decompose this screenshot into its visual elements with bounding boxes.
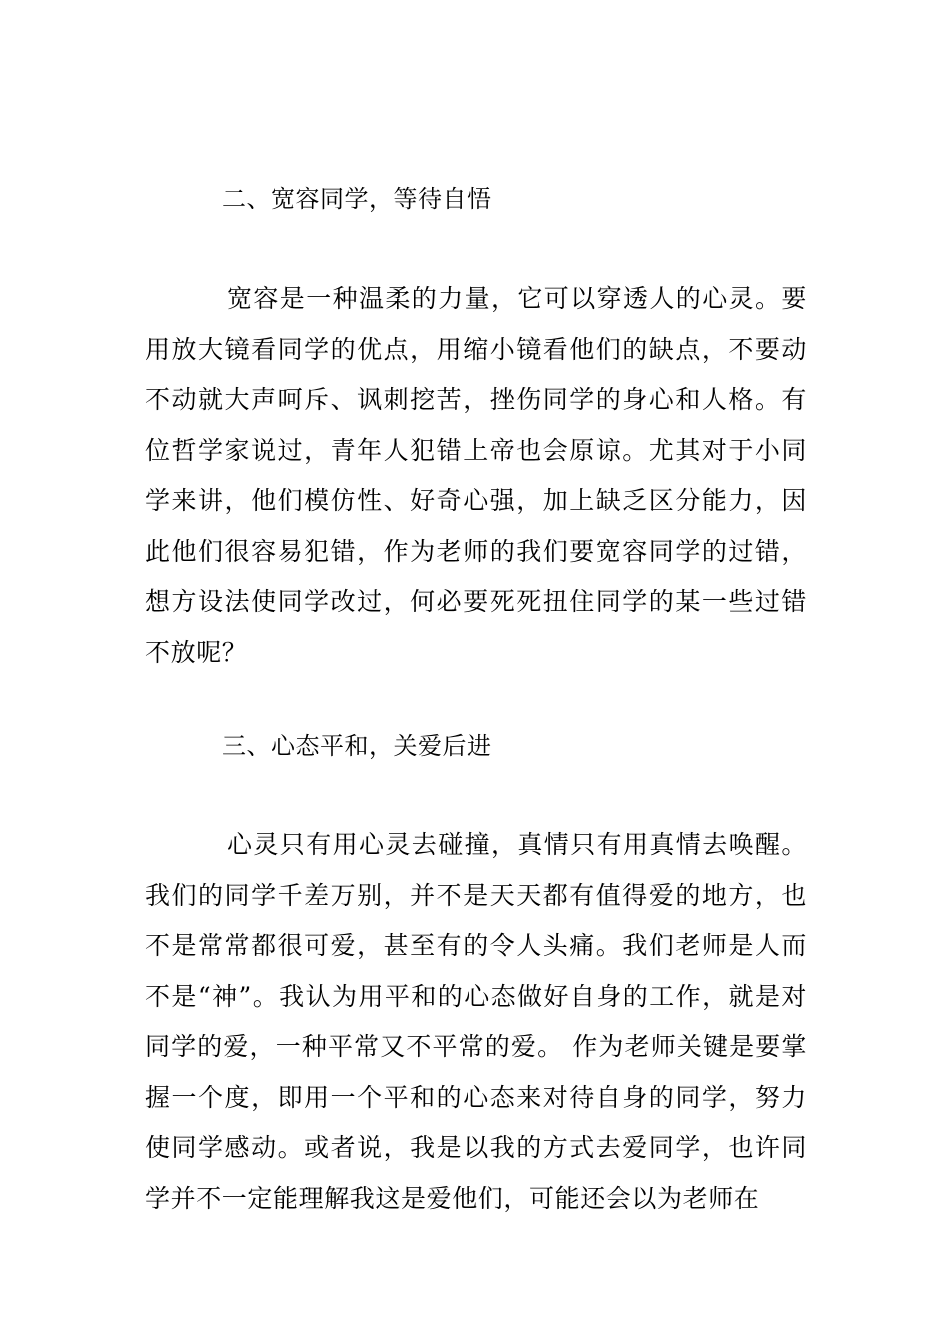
section-paragraph-2: 宽容是一种温柔的力量，它可以穿透人的心灵。要用放大镜看同学的优点，用缩小镜看他们的缺点，不要动不动就大声呵斥、讽刺挖苦，挫伤同学的身心和人格。有位哲学家说过，青年人犯错上帝也会原谅。尤其对于小同学来讲，他们模仿性、好奇心强，加上缺乏区分能力，因此他们很容易犯错，作为老师的我们要宽容同学的过错，想方设法使同学改过，何必要死死扭住同学的某一些过错不放呢？: [145, 284, 807, 667]
section-heading-3: 三、心态平和，关爱后进: [222, 732, 492, 760]
section-paragraph-3: 心灵只有用心灵去碰撞，真情只有用真情去唤醒。我们的同学千差万别，并不是天天都有值得爱的地方，也不是常常都很可爱，甚至有的令人头痛。我们老师是人而不是“神”。我认为用平和的心态做好自身的工作，就是对同学的爱，一种平常又不平常的爱。 作为老师关键是要掌握一个度，即用一个平和的心态来对待自身的同学，努力使同学感动。或者说，我是以我的方式去爱同学，也许同学并不一定能理解我这是爱他们，可能还会以为老师在: [145, 830, 807, 1213]
section-heading-2: 二、宽容同学，等待自悟: [222, 185, 492, 213]
